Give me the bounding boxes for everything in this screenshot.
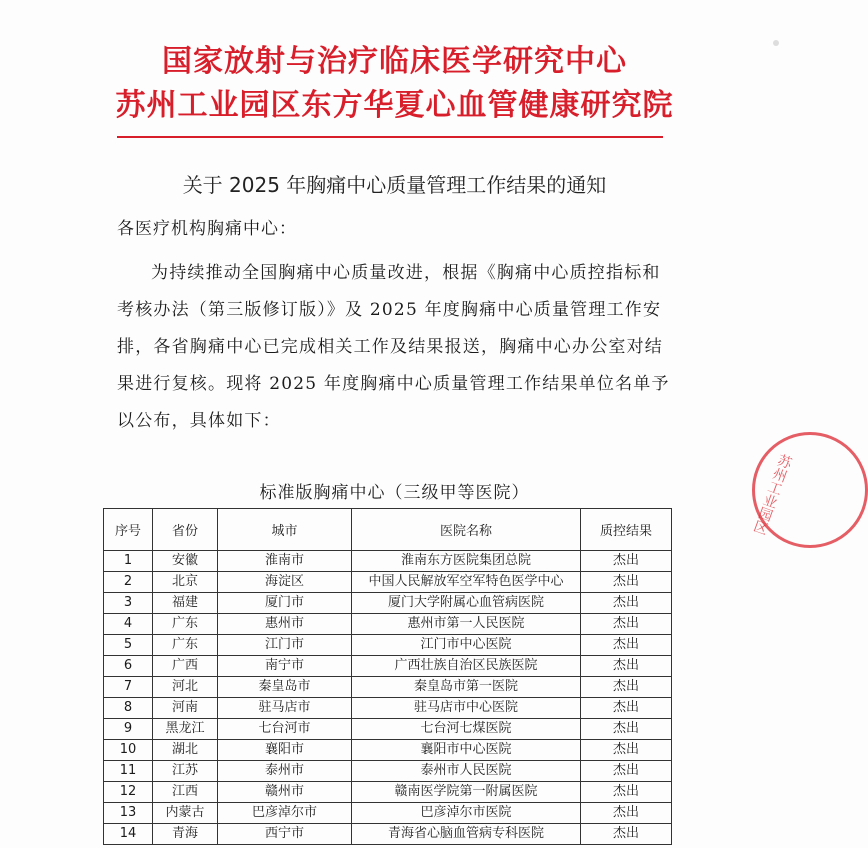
table-caption: 标准版胸痛中心（三级甲等医院） [259, 483, 530, 503]
cell-city: 西宁市 [218, 824, 352, 845]
cell-city: 巴彦淖尔市 [218, 803, 352, 824]
body-line: 排，各省胸痛中心已完成相关工作及结果报送，胸痛中心办公室对结 [117, 337, 663, 357]
cell-hospital: 中国人民解放军空军特色医学中心 [352, 572, 581, 593]
body-line: 考核办法（第三版修订版）》及 2025 年度胸痛中心质量管理工作安 [117, 300, 662, 320]
seal-text: 苏州工业园区 [750, 451, 794, 537]
cell-province: 青海 [153, 824, 218, 845]
table-row [104, 719, 672, 740]
cell-city: 赣州市 [218, 782, 352, 803]
cell-result: 杰出 [581, 593, 672, 614]
cell-result: 杰出 [581, 782, 672, 803]
cell-hospital: 秦皇岛市第一医院 [352, 677, 581, 698]
cell-city: 秦皇岛市 [218, 677, 352, 698]
cell-hospital: 泰州市人民医院 [352, 761, 581, 782]
body-line: 以公布，具体如下： [117, 411, 281, 431]
cell-city: 南宁市 [218, 656, 352, 677]
cell-province: 内蒙古 [153, 803, 218, 824]
results-table [103, 508, 672, 845]
cell-index: 14 [104, 824, 153, 845]
cell-city: 驻马店市 [218, 698, 352, 719]
cell-province: 广东 [153, 635, 218, 656]
table-row [104, 740, 672, 761]
cell-province: 河南 [153, 698, 218, 719]
cell-index: 9 [104, 719, 153, 740]
cell-index: 10 [104, 740, 153, 761]
cell-city: 厦门市 [218, 593, 352, 614]
cell-hospital: 七台河七煤医院 [352, 719, 581, 740]
cell-city: 惠州市 [218, 614, 352, 635]
document-title: 关于 2025 年胸痛中心质量管理工作结果的通知 [182, 173, 607, 197]
table-row [104, 614, 672, 635]
cell-result: 杰出 [581, 740, 672, 761]
cell-index: 13 [104, 803, 153, 824]
salutation: 各医疗机构胸痛中心： [117, 219, 297, 239]
cell-hospital: 厦门大学附属心血管病医院 [352, 593, 581, 614]
cell-result: 杰出 [581, 614, 672, 635]
body-line: 为持续推动全国胸痛中心质量改进，根据《胸痛中心质控指标和 [151, 263, 661, 283]
cell-index: 11 [104, 761, 153, 782]
body-line: 果进行复核。现将 2025 年度胸痛中心质量管理工作结果单位名单予 [117, 374, 670, 394]
cell-hospital: 驻马店市中心医院 [352, 698, 581, 719]
header-result: 质控结果 [581, 509, 672, 551]
cell-result: 杰出 [581, 761, 672, 782]
cell-city: 襄阳市 [218, 740, 352, 761]
cell-index: 1 [104, 551, 153, 572]
header-hospital: 医院名称 [352, 509, 581, 551]
header-province: 省份 [153, 509, 218, 551]
cell-province: 安徽 [153, 551, 218, 572]
header-index: 序号 [104, 509, 153, 551]
cell-index: 7 [104, 677, 153, 698]
cell-hospital: 广西壮族自治区民族医院 [352, 656, 581, 677]
cell-city: 海淀区 [218, 572, 352, 593]
table-header-row [104, 509, 672, 551]
table-row [104, 635, 672, 656]
cell-hospital: 惠州市第一人民医院 [352, 614, 581, 635]
header-city: 城市 [218, 509, 352, 551]
cell-hospital: 淮南东方医院集团总院 [352, 551, 581, 572]
table-row [104, 698, 672, 719]
cell-hospital: 青海省心脑血管病专科医院 [352, 824, 581, 845]
cell-result: 杰出 [581, 824, 672, 845]
cell-index: 3 [104, 593, 153, 614]
org-name-line2: 苏州工业园区东方华夏心血管健康研究院 [115, 88, 674, 123]
cell-province: 河北 [153, 677, 218, 698]
table-row [104, 572, 672, 593]
cell-result: 杰出 [581, 719, 672, 740]
table-row [104, 824, 672, 845]
cell-result: 杰出 [581, 635, 672, 656]
cell-province: 北京 [153, 572, 218, 593]
cell-hospital: 襄阳市中心医院 [352, 740, 581, 761]
table-row [104, 761, 672, 782]
cell-result: 杰出 [581, 803, 672, 824]
cell-province: 湖北 [153, 740, 218, 761]
cell-index: 5 [104, 635, 153, 656]
table-row [104, 551, 672, 572]
table-row [104, 677, 672, 698]
cell-province: 广东 [153, 614, 218, 635]
cell-result: 杰出 [581, 551, 672, 572]
cell-city: 七台河市 [218, 719, 352, 740]
cell-result: 杰出 [581, 572, 672, 593]
cell-result: 杰出 [581, 698, 672, 719]
cell-province: 福建 [153, 593, 218, 614]
cell-city: 泰州市 [218, 761, 352, 782]
cell-result: 杰出 [581, 677, 672, 698]
cell-province: 广西 [153, 656, 218, 677]
cell-index: 4 [104, 614, 153, 635]
cell-index: 6 [104, 656, 153, 677]
org-name-line1: 国家放射与治疗临床医学研究中心 [162, 44, 627, 79]
cell-province: 黑龙江 [153, 719, 218, 740]
table-row [104, 656, 672, 677]
cell-hospital: 江门市中心医院 [352, 635, 581, 656]
header-divider [117, 136, 663, 138]
table-row [104, 593, 672, 614]
cell-index: 8 [104, 698, 153, 719]
table-row [104, 803, 672, 824]
cell-city: 淮南市 [218, 551, 352, 572]
cell-province: 江西 [153, 782, 218, 803]
cell-city: 江门市 [218, 635, 352, 656]
cell-province: 江苏 [153, 761, 218, 782]
cell-hospital: 巴彦淖尔市医院 [352, 803, 581, 824]
cell-index: 2 [104, 572, 153, 593]
cell-result: 杰出 [581, 656, 672, 677]
cell-index: 12 [104, 782, 153, 803]
cell-hospital: 赣南医学院第一附属医院 [352, 782, 581, 803]
table-row [104, 782, 672, 803]
